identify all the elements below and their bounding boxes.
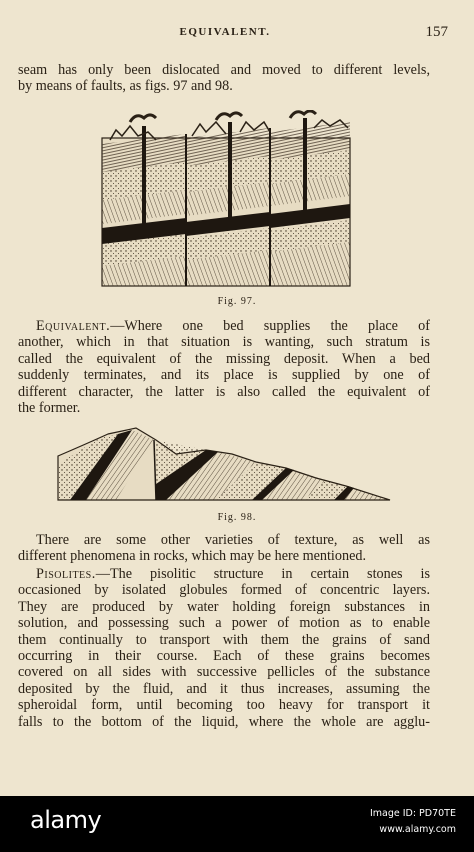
- running-head: EQUIVALENT.: [179, 26, 271, 38]
- text-line: falls to the bottom of the liquid, where the whole are agglu-: [18, 713, 430, 730]
- text-line: called the equivalent of the missing deposit. When a bed: [18, 350, 430, 367]
- text-line: occasioned by isolated globules formed of concentric layers.: [18, 582, 430, 599]
- text-line: solution, and possessing such a power of motion as to enable: [18, 615, 430, 632]
- text-line: [18, 566, 430, 582]
- page-number: 157: [425, 24, 448, 40]
- text-line: another, which in that situation is wanting, such stratum is: [18, 334, 430, 351]
- text-line: covered on all sides with successive pellicles of the substance: [18, 664, 430, 681]
- image-id: Image ID: PD70TE: [369, 808, 456, 819]
- page-header: [18, 24, 448, 46]
- text-line: [18, 318, 430, 334]
- intro-paragraph: [18, 62, 430, 95]
- texture-paragraph: [18, 532, 430, 565]
- pisolites-term: Pisolites.: [36, 566, 96, 582]
- text-segment: —The pisolitic structure in certain stones is: [95, 566, 430, 582]
- figure-97-illustration: [100, 110, 352, 288]
- watermark-bar: [0, 796, 474, 852]
- text-line: seam has only been dislocated and moved to different levels,: [18, 62, 430, 78]
- text-line: suddenly terminates, and its place is supplied by one of: [18, 367, 430, 384]
- site-url: www.alamy.com: [379, 824, 456, 835]
- text-line: spheroidal form, until becoming too heavy for transport it: [18, 697, 430, 714]
- figure-98-caption: Fig. 98.: [217, 512, 257, 523]
- text-line: them continually to transport with them the grains of sand: [18, 631, 430, 648]
- text-line: different phenomena in rocks, which may be here mentioned.: [18, 548, 367, 565]
- equivalent-paragraph: [18, 318, 430, 416]
- equivalent-term: Equivalent.: [36, 318, 111, 334]
- figure-98-illustration: [56, 424, 392, 504]
- text-line: There are some other varieties of texture, as well as: [36, 532, 430, 548]
- text-segment: —Where one bed supplies the place of: [110, 318, 430, 334]
- text-line: occurring in their course. Each of these grains becomes: [18, 648, 430, 665]
- figure-97-caption: Fig. 97.: [217, 296, 257, 307]
- text-line: deposited by the fluid, and it thus increases, assuming the: [18, 680, 430, 697]
- pisolites-paragraph: [18, 566, 430, 730]
- alamy-logo: alamy: [30, 806, 102, 834]
- text-line: by means of faults, as figs. 97 and 98.: [18, 78, 233, 95]
- text-line: the former.: [18, 400, 81, 417]
- watermark-info: [370, 806, 456, 838]
- text-line: different character, the latter is also called the equivalent of: [18, 383, 430, 400]
- text-line: They are produced by water holding foreign substances in: [18, 598, 430, 615]
